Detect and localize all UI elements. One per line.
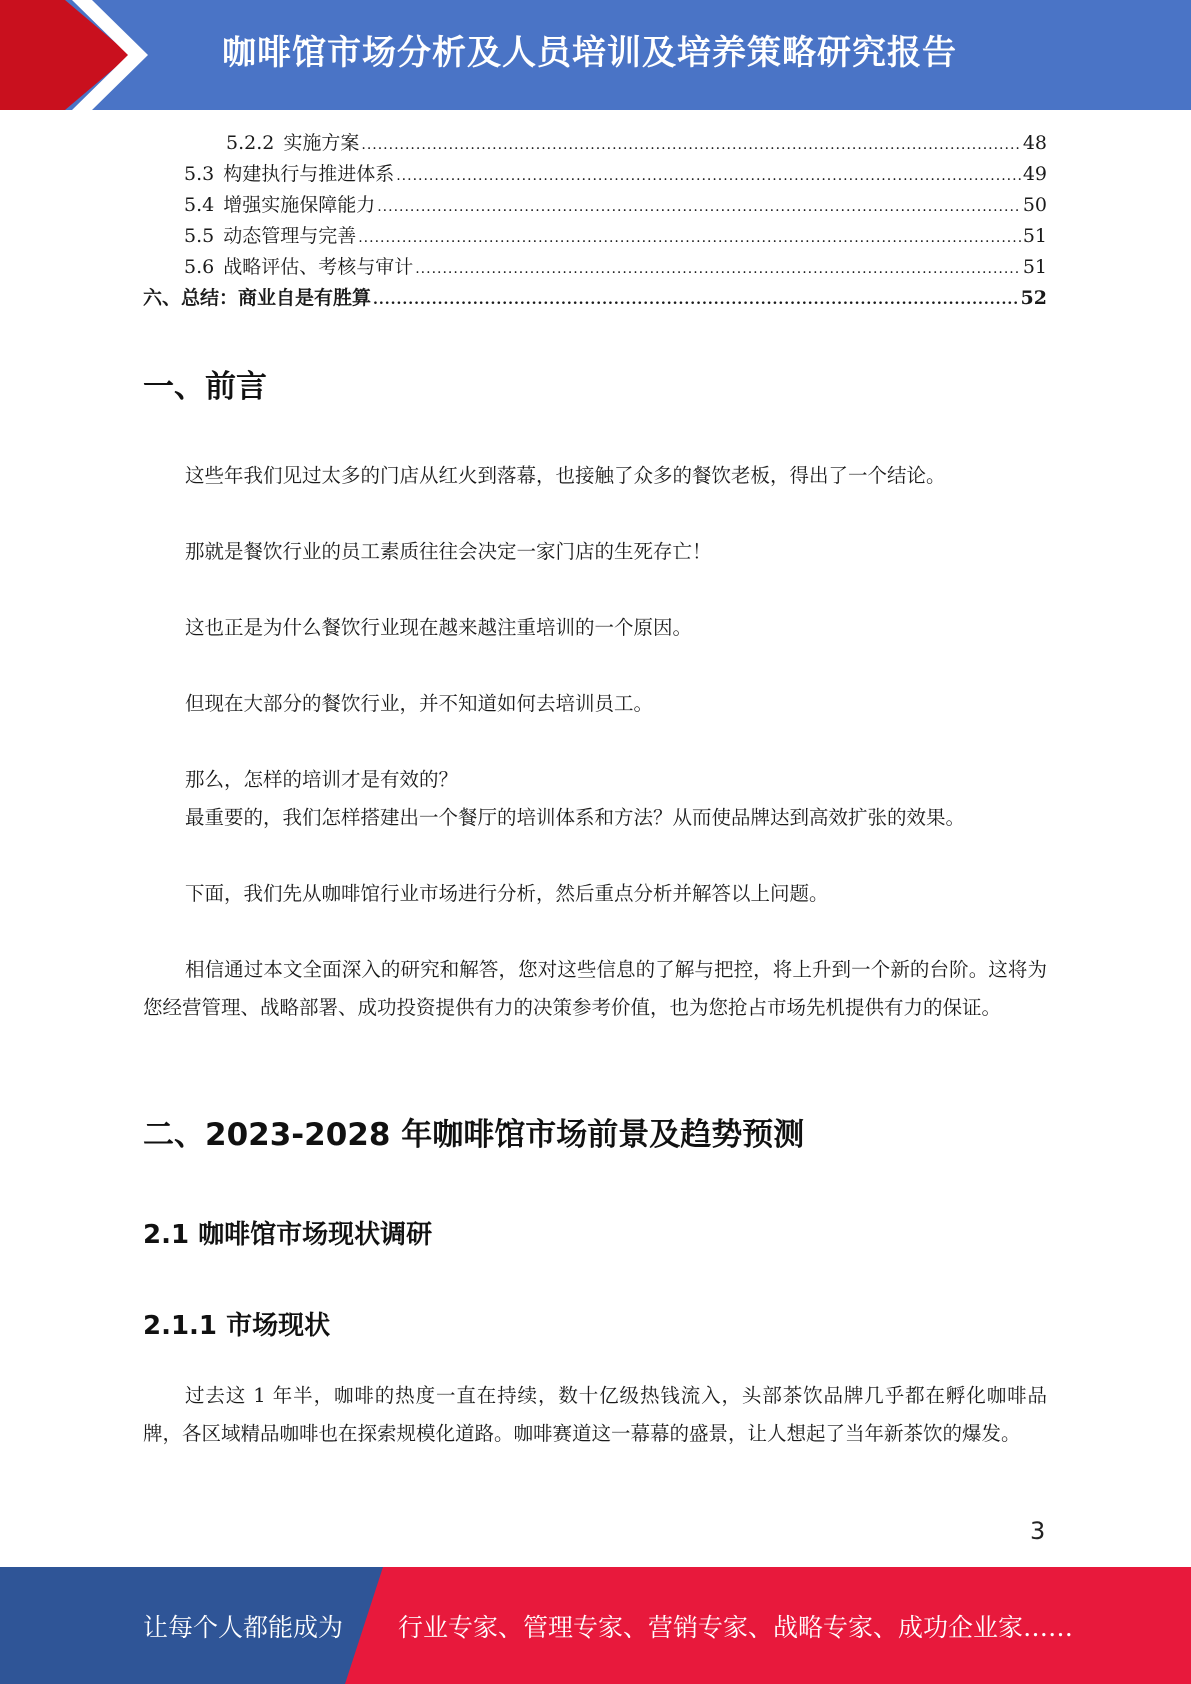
- subsection-heading: 2.1 咖啡馆市场现状调研: [143, 1220, 433, 1250]
- table-of-contents: [143, 128, 1047, 314]
- toc-entry-label: 构建执行与推进体系: [223, 163, 395, 185]
- body-paragraph: 相信通过本文全面深入的研究和解答，您对这些信息的了解与把控，将上升到一个新的台阶。这将为您经营管理、战略部署、成功投资提供有力的决策参考价值，也为您抢占市场先机提供有力的保证。: [143, 958, 1047, 1019]
- toc-entry-number: 5.3: [184, 163, 215, 185]
- body-paragraph: 最重要的，我们怎样搭建出一个餐厅的培训体系和方法？从而使品牌达到高效扩张的效果。: [185, 806, 966, 829]
- toc-entry[interactable]: [143, 128, 1047, 159]
- toc-entry-number: 5.2.2: [226, 132, 275, 154]
- toc-entry-page: 49: [1022, 163, 1047, 185]
- section-heading: 二、2023-2028 年咖啡馆市场前景及趋势预测: [143, 1117, 805, 1153]
- body-paragraph: 但现在大部分的餐饮行业，并不知道如何去培训员工。: [185, 692, 654, 715]
- toc-entry[interactable]: [143, 221, 1047, 252]
- body-paragraph: 这些年我们见过太多的门店从红火到落幕，也接触了众多的餐饮老板，得出了一个结论。: [185, 464, 946, 487]
- toc-entry-number: 5.5: [184, 225, 215, 247]
- body-paragraph: 过去这 1 年半，咖啡的热度一直在持续，数十亿级热钱流入，头部茶饮品牌几乎都在孵化咖啡品牌，各区域精品咖啡也在探索规模化道路。咖啡赛道这一幕幕的盛景，让人想起了当年新茶饮的爆发。: [143, 1384, 1047, 1445]
- toc-dot-leader: [358, 223, 1021, 254]
- body-paragraph: 那么，怎样的培训才是有效的？: [185, 768, 459, 791]
- toc-dot-leader: [396, 161, 1021, 192]
- toc-entry-page: 52: [1020, 287, 1047, 309]
- body-paragraph: 下面，我们先从咖啡馆行业市场进行分析，然后重点分析并解答以上问题。: [185, 882, 829, 905]
- toc-dot-leader: [373, 285, 1019, 316]
- toc-entry-number: 5.4: [184, 194, 215, 216]
- toc-entry-page: 51: [1022, 225, 1047, 247]
- toc-entry-label: 增强实施保障能力: [223, 194, 376, 216]
- toc-entry[interactable]: [143, 252, 1047, 283]
- toc-entry[interactable]: [143, 283, 1047, 314]
- toc-entry-page: 48: [1022, 132, 1047, 154]
- toc-entry-label: 六、总结：商业自是有胜算: [143, 287, 372, 309]
- document-title: 咖啡馆市场分析及人员培训及培养策略研究报告: [222, 33, 957, 73]
- subsubsection-heading: 2.1.1 市场现状: [143, 1311, 331, 1341]
- toc-entry-label: 战略评估、考核与审计: [223, 256, 414, 278]
- toc-entry[interactable]: [143, 190, 1047, 221]
- toc-dot-leader: [361, 130, 1020, 161]
- toc-entry-page: 51: [1022, 256, 1047, 278]
- page-number: 3: [1030, 1517, 1046, 1545]
- toc-entry-label: 实施方案: [283, 132, 360, 154]
- footer-banner: [0, 1567, 1191, 1684]
- toc-dot-leader: [415, 254, 1021, 285]
- body-paragraph: 这也正是为什么餐饮行业现在越来越注重培训的一个原因。: [185, 616, 693, 639]
- section-heading: 一、前言: [143, 369, 267, 405]
- toc-entry[interactable]: [143, 159, 1047, 190]
- footer-slogan-left: 让每个人都能成为: [143, 1613, 344, 1642]
- header-banner: [0, 0, 1191, 110]
- footer-slogan-right: 行业专家、管理专家、营销专家、战略专家、成功企业家……: [398, 1613, 1074, 1642]
- body-paragraph: 那就是餐饮行业的员工素质往往会决定一家门店的生死存亡！: [185, 540, 712, 563]
- toc-entry-number: 5.6: [184, 256, 215, 278]
- toc-entry-label: 动态管理与完善: [223, 225, 357, 247]
- toc-entry-page: 50: [1022, 194, 1047, 216]
- toc-dot-leader: [377, 192, 1021, 223]
